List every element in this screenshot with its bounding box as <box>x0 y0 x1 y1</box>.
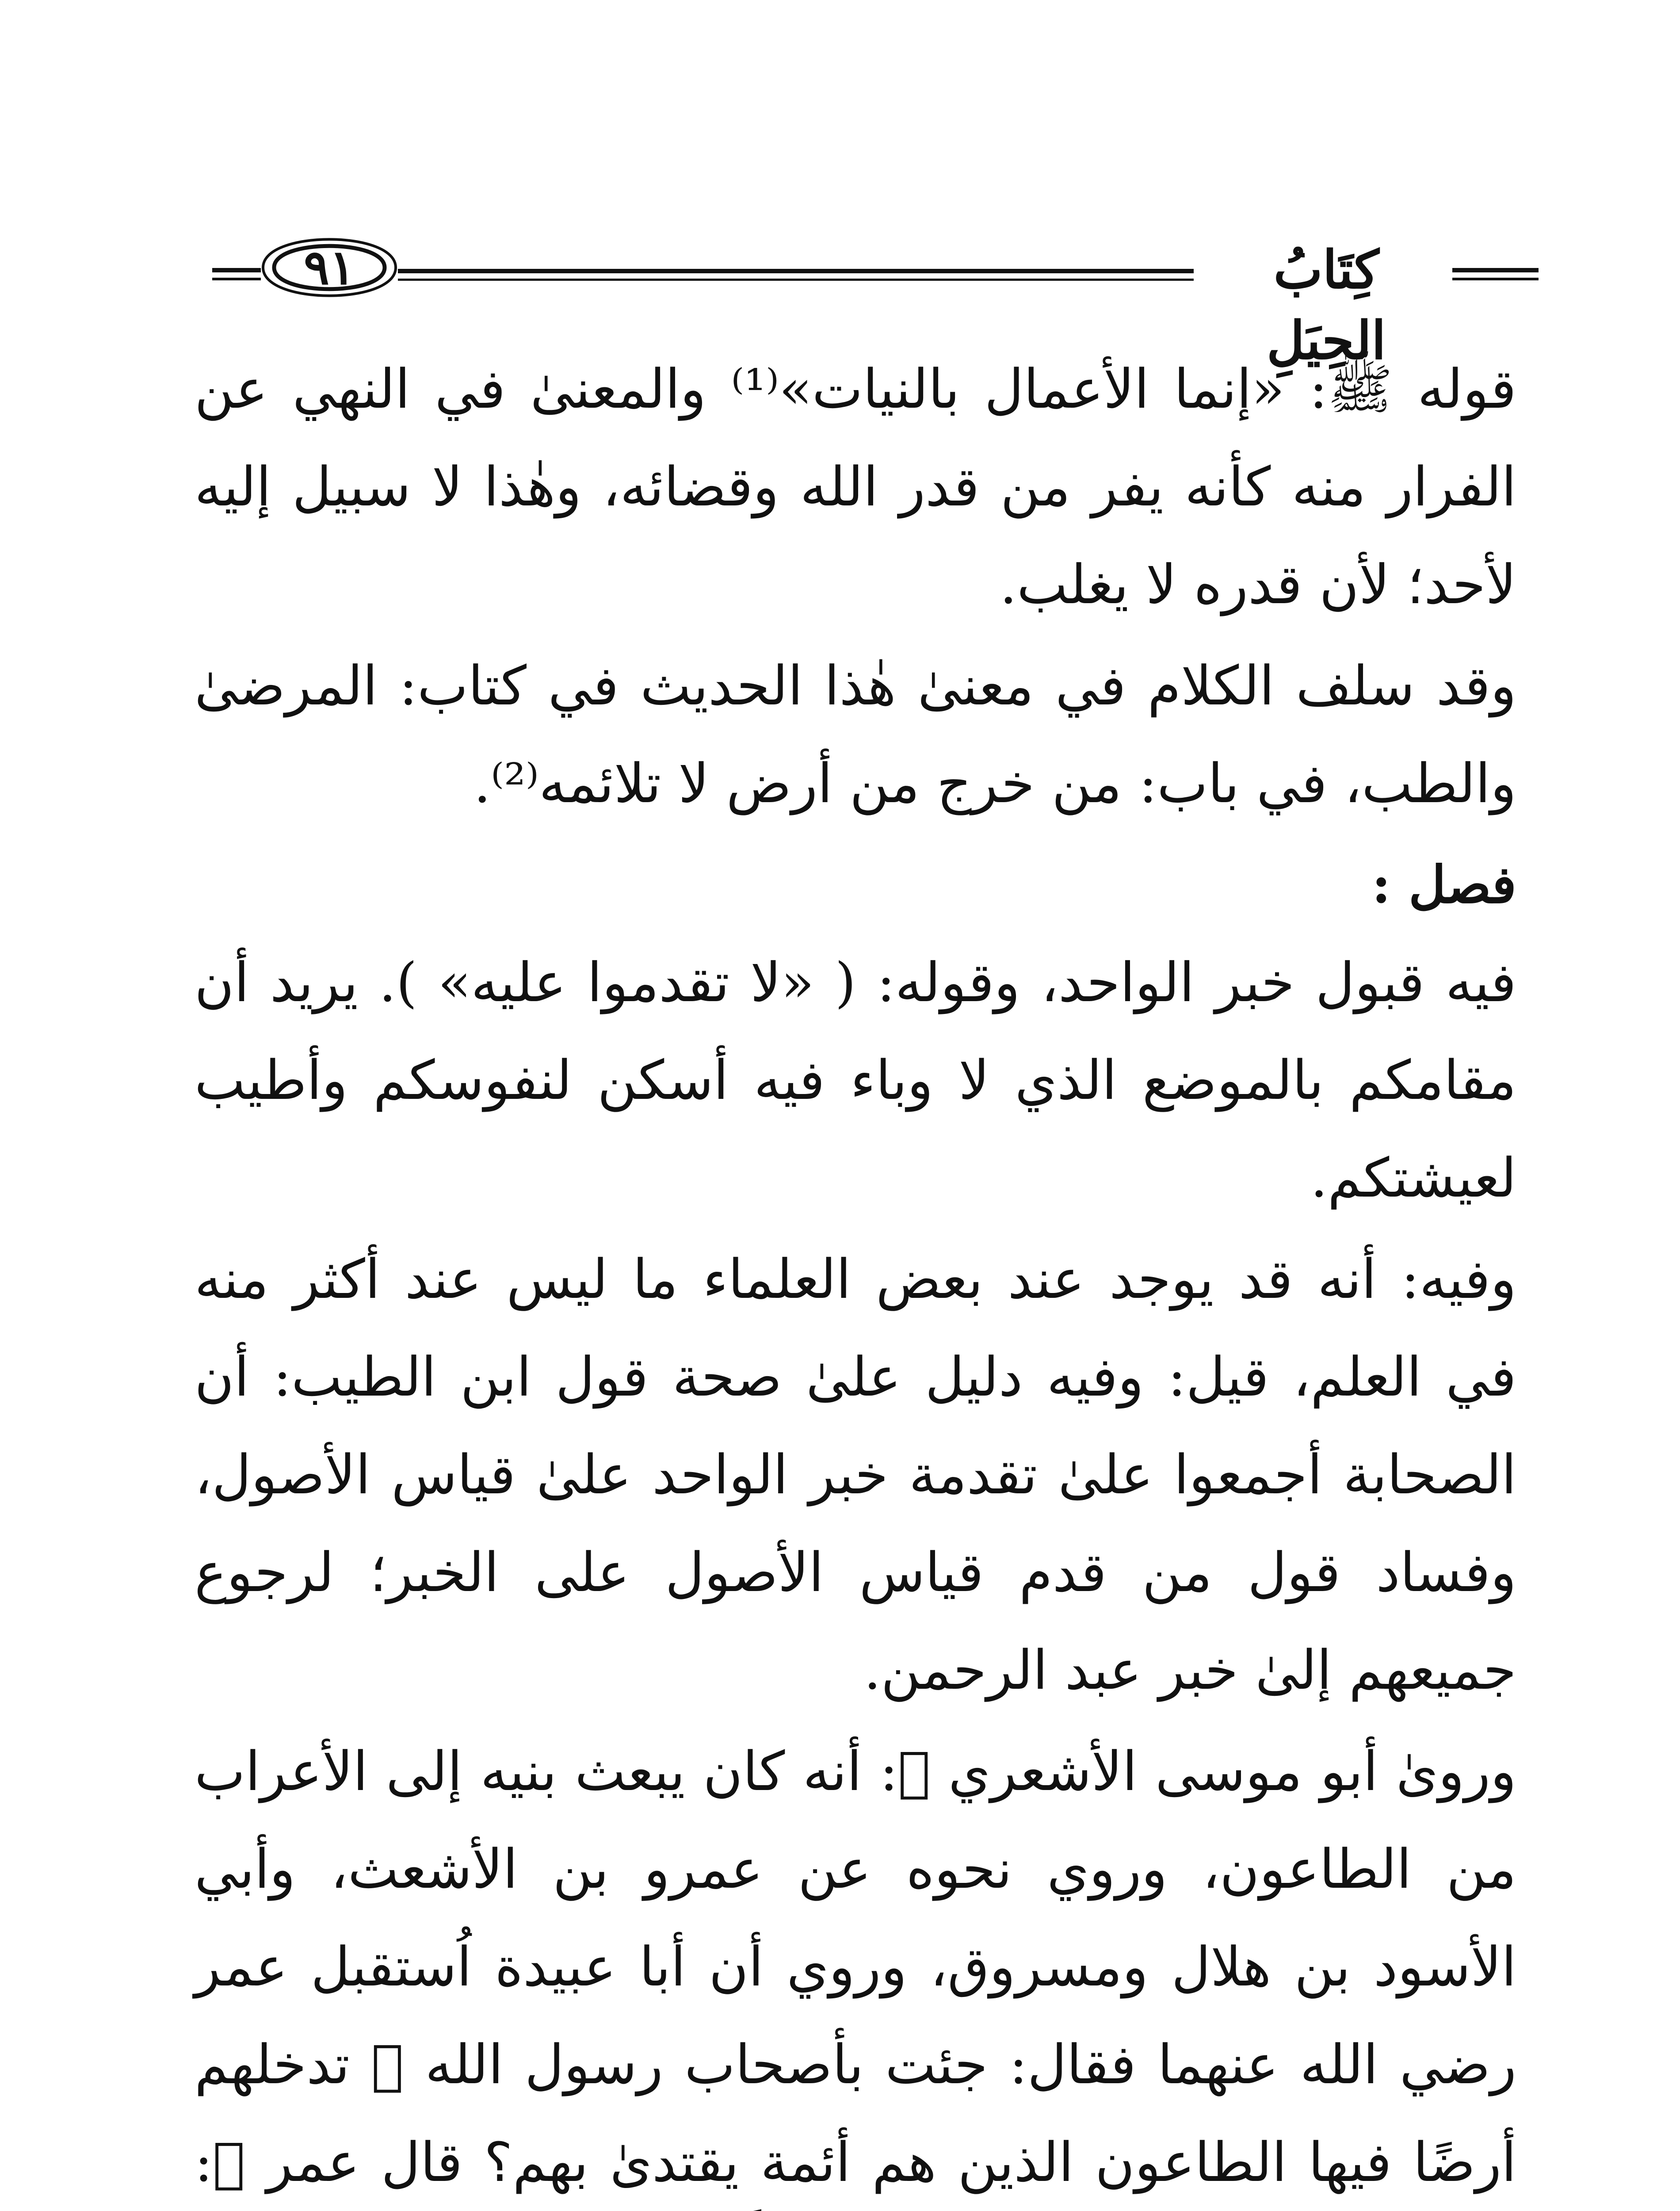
page-number: ٩١ <box>303 240 355 295</box>
paragraph-2: وقد سلف الكلام في معنىٰ هٰذا الحديث في كتاب: المرضىٰ والطب، في باب: من خرج من أرض لا تلائمه⁽²⁾. <box>195 654 1516 815</box>
main-text <box>195 340 1516 2211</box>
header-rule-middle-thin <box>398 279 1194 281</box>
section-heading: فصل : <box>1371 855 1516 915</box>
paragraph-3: فيه قبول خبر الواحد، وقوله: ( «لا تقدموا عليه» ). يريد أن مقامكم بالموضع الذي لا وباء فيه أسكن لنفوسكم وأطيب لعيشتكم. <box>195 951 1516 1209</box>
paragraph-1: قوله ﷺ: «إنما الأعمال بالنيات»⁽¹⁾ والمعنىٰ في النهي عن الفرار منه كأنه يفر من قدر الله وقضائه، وهٰذا لا سبيل إليه لأحد؛ لأن قدره لا يغلب. <box>195 358 1516 616</box>
paragraph-5: ورویٰ أبو موسى الأشعري ﷺ: أنه كان يبعث بنيه إلى الأعراب من الطاعون، وروي نحوه عن عمرو بن الأشعث، وأبي الأسود بن هلال ومسروق، وروي أن أبا عبيدة اُستقبل عمر رضي الله عنهما فقال: جئت بأصحاب رسول الله ﷺ تدخلهم أرضًا فيها الطاعون الذين هم أئمة يقتدىٰ بهم؟ قال عمر ﷺ: <box>195 1740 1516 2194</box>
header-rule-left-thin <box>212 278 261 280</box>
header-rule-right-thin <box>1452 278 1539 280</box>
header-rule-left <box>212 268 261 272</box>
page-header <box>212 226 1472 371</box>
page-number-badge <box>261 230 398 305</box>
paragraph-4: وفيه: أنه قد يوجد عند بعض العلماء ما ليس عند أكثر منه في العلم، قيل: وفيه دليل علىٰ صحة قول ابن الطيب: أن الصحابة أجمعوا علىٰ تقدمة خبر الواحد علىٰ قياس الأصول، وفساد قول من قدم قياس الأصول على الخبر؛ لرجوع جميعهم إلىٰ خبر عبد الرحمن. <box>195 1248 1516 1702</box>
header-rule-right <box>1452 268 1539 272</box>
header-rule-middle <box>398 269 1194 273</box>
book-title: كِتَابُ الحِيَلِ <box>1267 239 1386 371</box>
